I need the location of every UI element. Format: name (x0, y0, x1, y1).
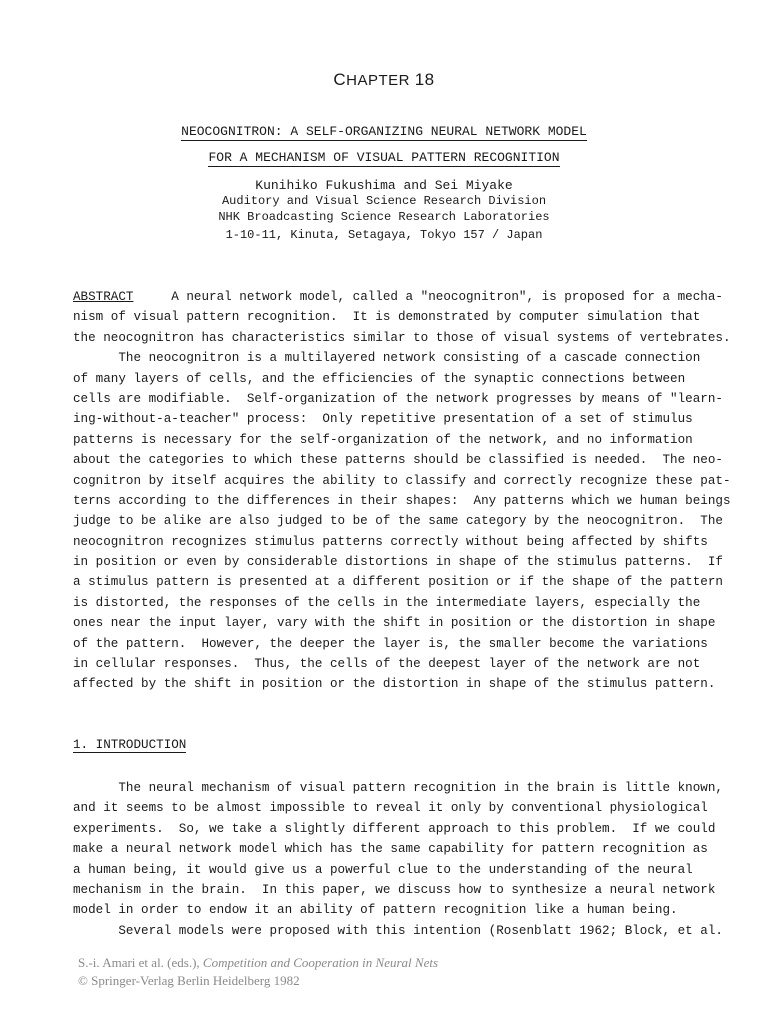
introduction-line: mechanism in the brain. In this paper, we discuss how to synthesize a neural network (73, 882, 716, 897)
authors: Kunihiko Fukushima and Sei Miyake (255, 178, 513, 193)
abstract-line: nism of visual pattern recognition. It is demonstrated by computer simulation that (73, 310, 701, 325)
chapter-number: 18 (414, 70, 435, 89)
abstract-line: is distorted, the responses of the cells in the intermediate layers, especially the (73, 595, 701, 610)
abstract-line: the neocognitron has characteristics similar to those of visual systems of vertebrates. (73, 330, 731, 345)
abstract-line: in position or even by considerable distortions in shape of the stimulus patterns. If (73, 555, 723, 570)
abstract-line: affected by the shift in position or the distortion in shape of the stimulus pattern. (73, 677, 716, 692)
abstract-line: ABSTRACT A neural network model, called a "neocognitron", is proposed for a mecha- (73, 290, 723, 304)
introduction-body (73, 778, 723, 941)
paper-title-line-1: NEOCOGNITRON: A SELF-ORGANIZING NEURAL NETWORK MODEL (181, 124, 587, 139)
abstract-line: judge to be alike are also judged to be of the same category by the neocognitron. The (73, 514, 723, 529)
chapter-prefix: C (333, 70, 347, 89)
introduction-line: experiments. So, we take a slightly different approach to this problem. If we could (73, 821, 716, 836)
affiliation-line-1: Auditory and Visual Science Research Division (221, 194, 547, 208)
abstract-line: The neocognitron is a multilayered network consisting of a cascade connection (73, 351, 701, 366)
abstract-line: a stimulus pattern is presented at a different position or if the shape of the pattern (73, 575, 723, 590)
introduction-line: make a neural network model which has the same capability for pattern recognition as (73, 842, 708, 857)
abstract-line: of the pattern. However, the deeper the layer is, the smaller become the variations (73, 636, 708, 651)
abstract-line: cells are modifiable. Self-organization of the network progresses by means of "learn- (73, 391, 723, 406)
abstract-line: in cellular responses. Thus, the cells of the deepest layer of the network are not (73, 657, 701, 672)
address: 1-10-11, Kinuta, Setagaya, Tokyo 157 / Japan (225, 228, 543, 242)
footer-line-2: © Springer-Verlag Berlin Heidelberg 1982 (78, 973, 300, 988)
affiliation (0, 193, 768, 225)
abstract (73, 287, 731, 695)
introduction-line: Several models were proposed with this intention (Rosenblatt 1962; Block, et al. (73, 923, 723, 938)
footer-line-1: S.-i. Amari et al. (eds.), Competition and Cooperation in Neural Nets (78, 955, 439, 970)
chapter-word: HAPTER (346, 72, 411, 89)
abstract-line: ing-without-a-teacher" process: Only repetitive presentation of a set of stimulus (73, 412, 693, 427)
abstract-line: of many layers of cells, and the efficiencies of the synaptic connections between (73, 371, 686, 386)
abstract-line: about the categories to which these patterns should be classified is needed. The neo- (73, 453, 723, 468)
abstract-line: terns according to the differences in their shapes: Any patterns which we human beings (73, 493, 731, 508)
book-title: Competition and Cooperation in Neural Nets (202, 955, 439, 970)
abstract-line: ones near the input layer, vary with the shift in position or the distortion in shape (73, 616, 716, 631)
introduction-line: a human being, it would give us a powerful clue to the understanding of the neural (73, 862, 693, 877)
abstract-line: neocognitron recognizes stimulus patterns correctly without being affected by shifts (73, 534, 708, 549)
footer-citation (78, 954, 438, 990)
paper-title-line-2: FOR A MECHANISM OF VISUAL PATTERN RECOGNITION (208, 150, 560, 165)
abstract-heading: ABSTRACT (73, 290, 134, 304)
introduction-line: The neural mechanism of visual pattern recognition in the brain is little known, (73, 781, 723, 795)
introduction-line: model in order to endow it an ability of pattern recognition like a human being. (73, 903, 678, 918)
chapter-heading (0, 70, 768, 90)
abstract-line: patterns is necessary for the self-organization of the network, and no information (73, 432, 693, 447)
introduction-line: and it seems to be almost impossible to reveal it only by conventional physiological (73, 801, 708, 816)
affiliation-line-2: NHK Broadcasting Science Research Laboratories (218, 210, 550, 224)
abstract-line: cognitron by itself acquires the ability to classify and correctly recognize these pat- (73, 473, 731, 488)
section-heading-introduction: 1. INTRODUCTION (73, 738, 187, 752)
